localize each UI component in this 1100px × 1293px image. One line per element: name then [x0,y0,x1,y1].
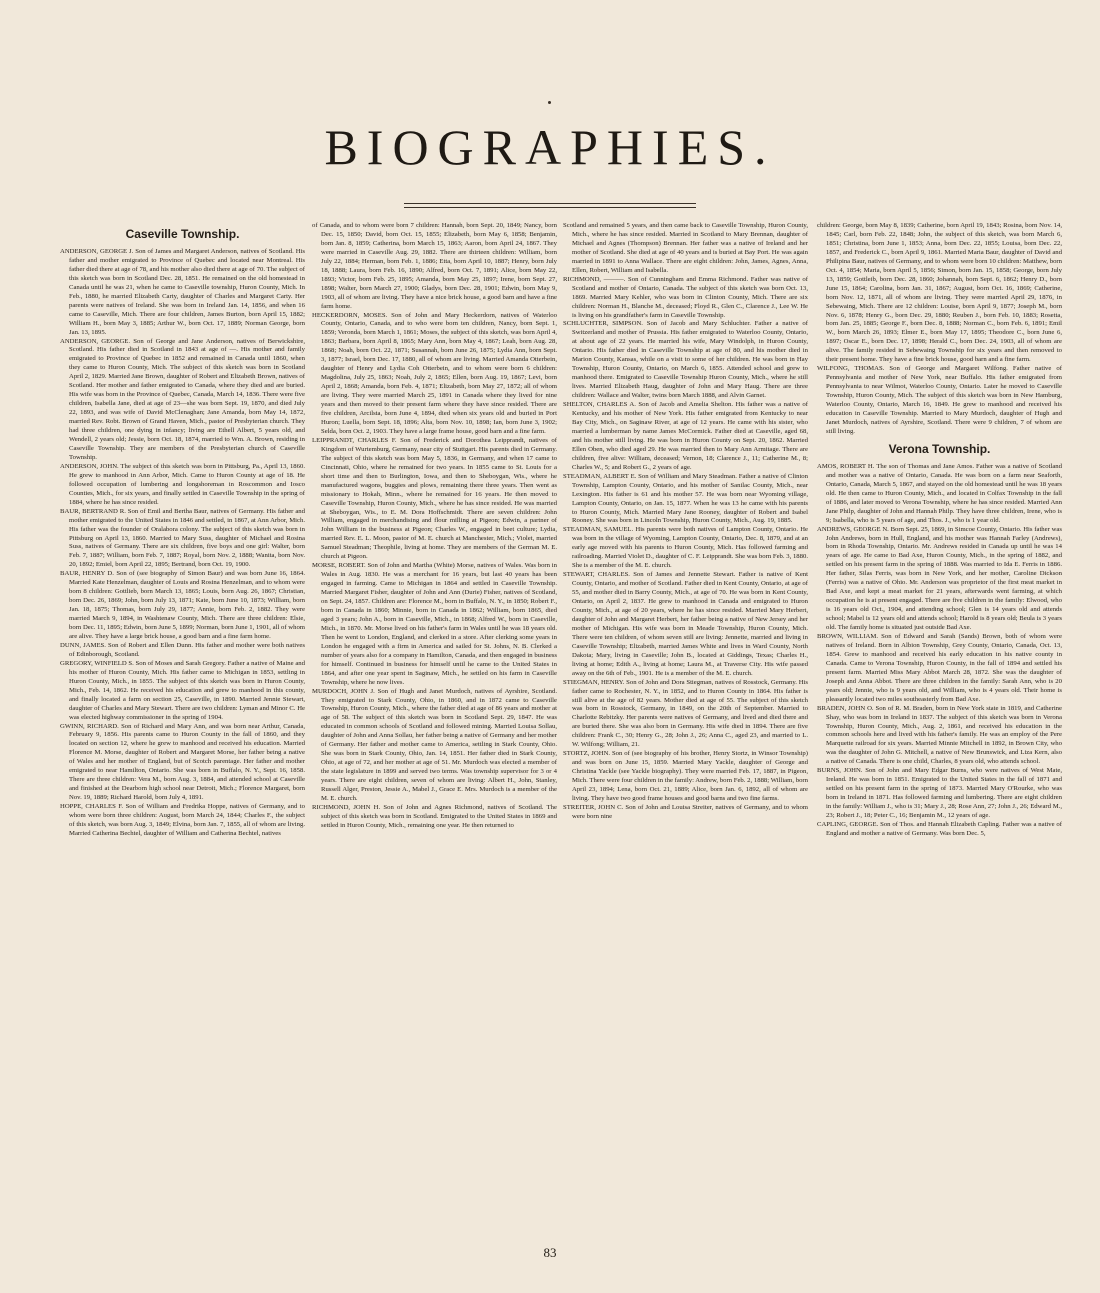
biography-entry: MURDOCH, JOHN J. Son of Hugh and Janet Murdoch, natives of Ayrshire, Scotland. They emigrated to Stark County, Ohio, in 1860, and in 1872 came to Caseville Township, Huron County, Mich., where the father died at age of 86 years and mother at age of 58. The subject of this sketch was born in Scotland Sept. 29, 1847. He was educated in common schools of Scotland and followed mining. Married Louisa Sollau, daughter of John and Anna Sollau, her father being a native of Germany and her mother of Germany. Her father and mother came to America, settling in Stark County, Ohio. She was born in Stark County, Ohio, Jan. 14, 1851. Her father died in Stark County, Ohio, at age of 72, and her mother at age of 51. Mr. Murdoch was elected a member of the state legislature in 1899 and served two terms. Was township supervisor for 3 or 4 years. There are eight children, seven of whom are living: Albert H., John, Stanley, Russell Alger, Preston, Jessie A., Mabel J., Grace E. Mrs. Murdoch is a member of the M. E. church. [312,687,557,802]
section-heading-verona: Verona Township. [888,441,991,456]
biography-entry: SCHLUCHTER, SIMPSON. Son of Jacob and Mary Schluchter. Father a native of Switzerland and mother of Prussia. His father emigrated to Waterloo County, Ontario, at about age of 22 years. He married his wife, Mary Windolph, in Huron County, Ontario. His father died in Caseville Township at age of 80, and his mother died in Marion County, Kansas, while on a visit to some of her children. He was born in Hay Township, Huron County, Ontario, on March 6, 1855. Attended school and grew to manhood there. Emigrated to Caseville Township Huron County, Mich., where he still lives. Married Elizabeth Haug, daughter of John and Mary Haug. There are three children: Wallace and Walter, twins born March 1888, and Alvin Garnet. [563,320,808,400]
title-rule [404,203,696,204]
biography-entry: BAUR, HENRY D. Son of (see biography of Simon Baur) and was born June 16, 1864. Married Kate Henzelman, daughter of Louis and Rosina Henzelman, and to whom were born 8 children: Gottlieb, born March 13, 1865; Louis, born Aug. 26, 1867; Christian, born Dec. 26, 1869; John, born July 13, 1871; Kate, born June 10, 1873; William, born Jan. 18, 1875; Thomas, born July 29, 1877; Annie, born Feb. 2, 1882. They were married March 9, 1894, in Washtenaw County, Mich. There are three children: Elsie, born Dec. 11, 1895; Edwin, born June 5, 1899; Norman, born June 1, 1901, all of whom are alive. They have a large brick house, a good barn and a fine farm home. [60,570,305,640]
biography-entry: ANDERSON, GEORGE. Son of George and Jane Anderson, natives of Berwickshire, Scotland. His father died in Scotland in 1843 at age of —. His mother and family emigrated to Province of Quebec in 1852 and remained in Canada until 1860, when they came to Huron County, Mich. The subject of this sketch was born in Scotland April 2, 1829. Married Jane Brown, daughter of Robert and Elizabeth Brown, natives of Scotland. Her mother and father emigrated to Canada, where they died and are buried. His wife was born in the Province of Quebec, Canada, March 14, 1836. There were five children, Isabella Jane, died at age of 23—she was born Sept. 19, 1870, and died July 22, 1893, and was wife of David McClenaghan; Jane Amanda, born May 14, 1872, married Rev. Robt. Brown of Grand Haven, Mich., pastor of Presbyterian church. They had three children, one dying in infancy; living are Ethell Albert, 5 years old, and Wendell, 2 years old; Jessie, born Oct. 18, 1874, married to Wm. A. Brown, residing in Caseville Township. They are members of the Presbyterian church of Caseville Township. [60,337,305,461]
title-rule-2 [404,207,696,208]
page-title: BIOGRAPHIES. [324,119,776,175]
biography-entry: ANDERSON, GEORGE J. Son of James and Margaret Anderson, natives of Scotland. His father and mother emigrated to Province of Quebec and located near Montreal. His father died there at age of 78, and his mother also died there at age of 70. The subject of this sketch was born in Scotland Dec. 28, 1851. He remained on the old homestead in Canada until he was 21, when he came to Caseville township, Huron County, Mich. In Feb., 1880, he married Elizabeth Carty, daughter of Charles and Margaret Carty. Her parents were natives of Ireland. She was born in Ireland Jan. 14, 1856, and when 16 came to Caseville, Mich. There are four children, James Burton, born April 15, 1882; William H., born May 3, 1885; Arthur W., born Oct. 17, 1889; Norman George, born Jan. 13, 1895. [60,248,305,336]
biography-entry: GWINN, RICHARD. Son of Richard and Mary Ann, and was born near Arthur, Canada, February 9, 1856. His parents came to Huron County in the fall of 1860, and they located on section 12, where he grew to manhood and received his education. Married Florence M. Morse, daughter of Robert and Margaret Morse, her father being a native of Wales and her mother of England, but of Scotch parentage. Her father and mother emigrated to near Hamilton, Ontario. She was born in Buffalo, N. Y., Sept. 16, 1858. There are three children: Vera M., born Aug. 3, 1884, and attended school at Caseville and finished at the Dearborn high school near Detroit, Mich.; Florence Margaret, born Nov. 19, 1889; Richard Harold, born July 4, 1891. [60,722,305,802]
biography-entry: DUNN, JAMES. Son of Robert and Ellen Dunn. His father and mother were both natives of Edinborough, Scotland. [60,641,305,658]
biography-entry: BRADEN, JOHN O. Son of R. M. Braden, born in New York state in 1819, and Catherine Shay, who was born in Ireland in 1837. The subject of this sketch was born in Verona Township, Huron County, Mich., Aug. 2, 1861, and received his education in the common schools here and lived with his father's family. He was an employ of the Pere Marquette railroad for six years. Married Minnie Mitchell in 1892, in Brown City, who was the daughter of John G. Mitchell, a native of New Brunswick, and Liza Kern, also a native of Canada. There is one child, Charles, 8 years old, who attends school. [817,704,1062,766]
biography-entry: BAUR, BERTRAND R. Son of Emil and Bertha Baur, natives of Germany. His father and mother emigrated to the United States in 1846 and settled, in 1867, at Ann Arbor, Mich. His father was the founder of Oralabora colony. The subject of this sketch was born in Pittsburg on April 13, 1860. Married to Mary Suss, daughter of Michael and Rosina Suss, natives of Germany. There are six children, five boys and one girl: Walter, born Feb. 7, 1887; William, born Feb. 7, 1887; Royal, born Nov. 2, 1888; Wanita, born Nov. 20, 1892; Emiel, born April 22, 1895; Bertrand, born Oct. 19, 1900. [60,507,305,569]
column-2 [312,222,557,1237]
biography-entry: STORTZ, JOHN. Son of (see biography of his brother, Henry Stortz, in Winsor Township) and was born on June 15, 1859. Married Mary Yackle, daughter of George and Christina Yackle (see Yackle biography). They were married Feb. 17, 1887, in Pigeon, Mich. There were four children in the family: Andrew, born Feb. 2, 1888; William, born April 23, 1894; Lena, born Oct. 21, 1889; Alice, born Jan. 6, 1892, all of whom are living. They have two good frame houses and good barns and two fine farms. [563,750,808,802]
biography-entry: RICHMOND, ———. Son of Cunningham and Emma Richmond. Father was native of Scotland and mother of Ontario, Canada. The subject of this sketch was born Oct. 13, 1869. Married Mary Kehler, who was born in Clinton County, Mich. There are six children: Norman H., Blanche M., deceased; Floyd R., Glen C., Clarence J., Lee W. He is living on his grandfather's farm in Caseville Township. [563,275,808,319]
biography-entry: STEADMAN, SAMUEL. His parents were both natives of Lampton County, Ontario. He was born in the village of Wyoming, Lampton County, Ontario, Dec. 8, 1879, and at an early age moved with his parents to Huron County, Mich. Has followed farming and railroading. Married Violet D., daughter of C. F. Leipprandt. She was born Feb. 3, 1880. She is a member of the M. E. church. [563,526,808,570]
page-number: 83 [543,1245,557,1260]
biography-entry: MORSE, ROBERT. Son of John and Martha (White) Morse, natives of Wales. Was born in Wales in Aug. 1830. He was a merchant for 16 years, but last 40 years has been engaged in farming. Came to Michigan in 1864 and settled in Caseville Township. Married Margaret Fisher, daughter of John and Ann (Durie) Fisher, natives of Scotland, on Sept. 24, 1857. Children are: Florence M., born in Buffalo, N. Y., in 1850; Robert F., born in Canada in 1860; Minnie, born in Canada in 1862; William, born 1865, died aged 3 years; John A., born in Caseville, Mich., in 1868; Alfred W., born in Caseville, Mich., in 1870. Mr. Morse lived on his father's farm in Wales until he was 18 years old. Then he went to London, England, and clerked in a store. After clerking some years in London he engaged with a firm in America and sailed for St. Johns, N. B. Clerked a number of years also for a company in Hamilton, Canada, and then engaged in business for himself. Continued in business for himself until he came to the United States in 1864, and after one year spent in Saginaw, Mich., he settled on his farm in Caseville Township, where he now lives. [312,562,557,686]
biography-entry: ANDREWS, GEORGE N. Born Sept. 25, 1869, in Simcoe County, Ontario. His father was John Andrews, born in Hull, England, and his mother was Hannah Farley (Andrews), born in Rhoda Township, Ontario. Mr. Andrews resided in Canada up until he was 14 years of age. He came to Bad Axe, Huron County, Mich., in the spring of 1882, and settled on his present farm in the spring of 1888. Was married to Ida E. Ferris in 1886. Her father, Silas Ferris, was born in New York, and her mother, Caroline Dickson (Ferris) was a native of Ohio. Mr. Anderson was proprietor of the first meat market in Bad Axe, and kept a meat market for 21 years, afterwards went farming, at which occupation he is at present engaged. There are five children in the family: Elwood, who is 16 years old Oct., 1904, and attending school; Glen is 14 years old and attends school; Mabel is 12 years old and attends school; Harold is 8 years old; Beula is 3 years old. The family home is situated just outside Bad Axe. [817,525,1062,632]
biography-entry: LEIPPRANDT, CHARLES F. Son of Frederick and Dorothea Leipprandt, natives of Kingdom of Wurtemburg, Germany, near city of Stuttgart. His parents died in Germany. The subject of this sketch was born May 5, 1836, in Germany, and when 17 came to Cincinnati, Ohio, where he remained for two years. In 1855 came to St. Louis for a short time and then to Burlington, Iowa, and then to Sheboygan, Wis., where he manufactured wagons, buggies and plows, remaining there three years. Then went as missionary to Hokah, Minn., where he remained for 16 years. He then moved to Caseville Township, Huron County, Mich., where he has since resided. He was married at Sheboygan, Wis., to E. M. Dora Hoffschmidt. There are seven children: John William, engaged in merchandising and flour milling at Pigeon; Edwin, a partner of John William in the business at Pigeon; Charles W., engaged in beet culture; Lydia, married Rev. E. L. Moon, pastor of M. E. church at Manchester, Mich.; Violet, married Samuel Steadman; Theophile, living at home. They are members of the German M. E. church at Pigeon. [312,436,557,561]
biography-entry: STIEGMAN, HENRY. Son of John and Dora Stiegman, natives of Rosstock, Germany. His father came to Rochester, N. Y., in 1852, and to Huron County in 1864. His father is still alive at the age of 82 years. Mother died at age of 55. The subject of this sketch was born in Rosstock, Germany, in 1849, on the 20th of September. Married to Charlotte Rebitzky. Her parents were natives of Germany, and lived and died there and are buried there. She was also born in Germany. His wife died in 1894. There are five children: Frank C., 30; Henry G., 28; John J., 26; Anna C., aged 23, and married to L. W. Wilfong; William, 21. [563,678,808,749]
biography-entry: RICHMOND, JOHN H. Son of John and Agnes Richmond, natives of Scotland. The subject of this sketch was born in Scotland. Emigrated to the United States in 1869 and settled in Huron County, Mich., remaining one year. He then returned to [312,803,557,829]
biography-entry: of Canada, and to whom were born 7 children: Hannah, born Sept. 20, 1849; Nancy, born Dec. 15, 1850; David, born Oct. 15, 1855; Elizabeth, born May 6, 1858; Benjamin, born Jan. 8, 1859; Catherina, born March 15, 1863; Aaron, born April 24, 1867. They were married in Caseville Aug. 29, 1882. There are thirteen children: William, born July 22, 1884; Herman, born Feb. 1, 1886; Etta, born April 10, 1887; Henry, born July 18, 1888; Laura, born Feb. 16, 1890; Alfred, born Oct. 7, 1891; Alice, born May 22, 1893; Victor, born Feb. 25, 1895; Amanda, born May 25, 1897; Irene, born Sept. 27, 1898; Walter, born March 27, 1900; Gladys, born Dec. 28, 1901; Edwin, born May 9, 1903, all of whom are living. They have a nice brick house, a good barn and have a fine farm home. [312,222,557,310]
biography-entry: STEADMAN, ALBERT E. Son of William and Mary Steadman. Father a native of Clinton Township, Lampton County, Ontario, and his mother of Sanilac County, Mich., near Lexington. His father is 61 and his mother 57. He was born near Wyoming village, Lampton County, Ontario, on Jan. 15, 1877. When he was 13 he came with his parents to Huron County, Mich. Married Mary Jane Rooney, daughter of Robert and Isabel Rooney. She was born in Lincoln Township, Huron County, Mich., Aug. 19, 1885. [563,472,808,525]
biography-entry: GREGORY, WINFIELD S. Son of Moses and Sarah Gregory. Father a native of Maine and his mother of Huron County, Mich. His father came to Michigan in 1853, settling in Huron County, Mich., in 1855. The subject of this sketch was born in Huron County, Mich., Feb. 14, 1862. He received his education and grew to manhood in this county, and finally located a farm on section 25, Caseville, in 1890. Married Jennie Stewart, daughter of Charles and Mary Stewart. There are two children: Lyman and Minor C. He was elected highway commissioner in the spring of 1904. [60,659,305,721]
biography-entry: STREITER, JOHN C. Son of John and Louisa Streiter, natives of Germany, and to whom were born nine [563,803,808,820]
biography-entry: STEWART, CHARLES. Son of James and Jennette Stewart. Father is native of Kent County, Ontario, and mother of Scotland. Father died in Kent County, Ontario, at age of 55, and mother died in Barry County, Mich., at age of 70. He was born in Kent County, Ontario, on April 2, 1837. He grew to manhood in Canada and emigrated to Huron County, Mich., at age of 20 years, where he has since resided. Married Mary Herbert, daughter of John and Margaret Herbert, her father being a native of New Jersey and her mother of Michigan. His wife was born in Meade Township, Huron County, Mich. There were ten children, of whom seven still are living: Jennette, married and living in Caseville Township; Elizabeth, married James White and lives in Ward County, North Dakota; Mary, living in Caseville; John B., located at Giddings, Texas; Charles H., living at home; Edith A., living at home; Laura M., at Traverse City. His wife passed away on the 6th of Feb., 1901. He is a member of the M. E. church. [563,571,808,677]
biography-entry: children: George, born May 8, 1839; Catherine, born April 19, 1843; Rosina, born Nov. 14, 1845; Carl, born Feb. 22, 1848; John, the subject of this sketch, was born March 6, 1851; Christina, born June 1, 1853; Anna, born Dec. 22, 1855; Louisa, born Dec. 22, 1857, and Frederick C., born April 9, 1861. Married Maria Baur, daughter of David and Philipina Baur, natives of Germany, and to whom were born 10 children: Matthew, born Oct. 4, 1854; Maria, born April 5, 1856; Simon, born Jan. 15, 1858; George, born July 13, 1859; Gottleib, born Dec. 28, 1860; Johannah, born Sept. 6, 1862; Henry D., born June 15, 1864; Carolina, born Jan. 31, 1867; August, born Oct. 16, 1869; Catherine, born Nov. 12, 1871, all of whom are living. They were married April 29, 1876, in Sebewaing, Mich. There are 12 children: Louise, born April 9, 1877; Joseph M., born Nov. 6, 1878; Henry G., born Dec. 29, 1880; Reuben J., born Feb. 10, 1883; Rosetta, born Jan. 25, 1885; George F., born Dec. 8, 1888; Norman C., born Feb. 6, 1891; Emil W., born March 26, 1893; Elmer E., born May 17, 1895; Theodore C., born June 6, 1897; Oscar E., born Dec. 17, 1898; Herald C., born Dec. 24, 1903, all of whom are alive. The family resided in Sebewaing Township for six years and then removed to their present home. They have a fine brick house, good barn and a fine farm. [817,222,1062,364]
biography-entry: BURNS, JOHN. Son of John and Mary Edgar Burns, who were natives of West Mate, Ireland. He was born in 1851. Emigrated to the United States in the fall of 1871 and settled on his present farm in the spring of 1873. Married Mary O'Rourke, who was born in Ireland in 1871. Has followed farming and lumbering. There are eight children in the family: William J., who is 31; Mary J., 28; Rose Ann, 27; John J., 26; Edward M., 23; Robert J., 18; Peter C., 16; Benjamin M., 12 years of age. [817,767,1062,820]
section-heading-caseville: Caseville Township. [125,227,240,241]
biography-entry: AMOS, ROBERT H. The son of Thomas and Jane Amos. Father was a native of Scotland and mother was a native of Ontario, Canada. He was born on a farm near Seaforth, Ontario, Canada, March 5, 1867, and stayed on the old homestead until he was 18 years old. He then came to Huron County, Mich., and located in Colfax Township in the fall of 1886, and later moved to Verona Township, where he has since resided. Married Ann Jane Philp, daughter of John and Hannah Philp. They have three children, Irene, who is 9; Isabella, who is 5 years of age, and Thos. J., who is 1 year old. [817,462,1062,524]
biography-entry: CAPLING, GEORGE. Son of Thos. and Hannah Elizabeth Capling. Father was a native of England and mother a native of Germany. Was born Dec. 5, [817,821,1062,837]
biography-entry: HECKERDORN, MOSES. Son of John and Mary Heckerdorn, natives of Waterloo County, Ontario, Canada, and to who were born ten children, Nancy, born Sept. 1, 1859; Veronda, born March 1, 1861; Moses, the subject of this sketch, was born April 4, 1863; Barbara, born April 8, 1865; Mary Ann, born May 4, 1867; Leah, born Aug. 28, 1868; Noah, born Oct. 22, 1871; Susannah, born June 26, 1875; Lydia Ann, born Sept. 3, 1877; Israel, born Dec. 17, 1880, all of whom are living. Married Amanda Otterbein, daughter of Henry and Lydia Coh Otterbein, and to whom were born 6 children: Magdolina, July 25, 1863; Noah, July 2, 1865; Ellen, born Aug. 19, 1867; Levi, born April 2, 1868; Amanda, born Feb. 4, 1871; Elizabeth, born May 27, 1872; all of whom are living. They were married March 25, 1891 in Canada where they lived for nine years and then moved to their present farm where they have since resided. There are five children, Arcilsta, born June 4, 1894, died when six years old and buried in Port Huron; Luella, born Sept. 18, 1896; Alta, born Nov. 10, 1898; Ian, born June 3, 1902; Selda, born Oct. 2, 1903. They have a large frame house, good barn and a fine farm. [312,311,557,435]
column-1 [60,222,305,1237]
column-4 [817,222,1062,1237]
biography-entry: ANDERSON, JOHN. The subject of this sketch was born in Pittsburg, Pa., April 13, 1860. He grew to manhood in Ann Arbor, Mich. Came to Huron County at age of 18. He followed occupation of lumbering and longshoreman in Roscommon and Iosco Counties, Mich., for six years, and finally settled in Caseville Township in the spring of 1884, where he has since resided. [60,462,305,506]
biography-entry: WILFONG, THOMAS. Son of George and Margaret Wilfong. Father native of Pennsylvania and mother of New York, near Buffalo. His father emigrated from Pennsylvania to near Wilmot, Waterloo County, Ontario. Later he moved to Caseville Township, Huron County, Mich. The subject of this sketch was born in New Hamburg, Waterloo County, Ontario, March 16, 1849. He grew to manhood and received his education in Caseville Township. Married to Mary Murdoch, daughter of Hugh and Janet Murdoch, natives of Ayrshire, Scotland. There were 9 children, 7 of whom are still living. [817,365,1062,435]
biography-entry: SHELTON, CHARLES A. Son of Jacob and Amelia Shelton. His father was a native of Kentucky, and his mother of New York. His father emigrated from Kentucky to near Bay City, Mich., on Saginaw River, at age of 12 years. He came with his sister, who married a lumberman by name James McCormick. Father died at Caseville, aged 68, and his mother still living. He was born in Huron County on Sept. 20, 1862. Married Ellen Oben, who died aged 29. He was married then to Mary Ann Armitage. There are children, five alive: William, deceased; Vernon, 18; Clarence J., 11; Catherine M., 8; Charles W., 5; and Robert G., 2 years of age. [563,401,808,471]
ornament-dot [548,101,551,104]
biography-entry: BROWN, WILLIAM. Son of Edward and Sarah (Sands) Brown, both of whom were natives of Ireland. Born in Albion Township, Grey County, Ontario, Canada, Oct. 13, 1854. Grew to manhood and received his early education in his native county in Canada. Came to Verona Township, Huron County, in the fall of 1894 and settled his present farm. Married Miss Mary Abbot March 28, 1872. She was the daughter of Joseph and Anna Abbot. There are three children in the family: Sarah Ann, who is 20 years old; Jennie, who is 9 years old, and William, who is 4 years old. Their home is pleasantly located two miles southeasterly from Bad Axe. [817,632,1062,703]
biography-entry: HOPPE, CHARLES F. Son of William and Fredrika Hoppe, natives of Germany, and to whom were born three children: August, born March 24, 1844; Charles F., the subject of this sketch, was born Aug. 3, 1849; Elvina, born Jan. 7, 1855, all of whom are living. Married Catherina Bechtel, daughter of William and Catherina Bechtel, natives [60,803,305,837]
biography-entry: Scotland and remained 5 years, and then came back to Caseville Township, Huron County, Mich., where he has since resided. Married in Scotland to Mary Brennan, daughter of Michael and Agnes (Thompson) Brennan. Her father was a native of Ireland and her mother of Scotland. She died at age of 40 years and is buried at Bay Port. He was again married in 1891 to Anna Wallace. There are eight children: John, James, Agnes, Anna, Ellen, Robert, William and Isabella. [563,222,808,274]
column-3 [563,222,808,1237]
